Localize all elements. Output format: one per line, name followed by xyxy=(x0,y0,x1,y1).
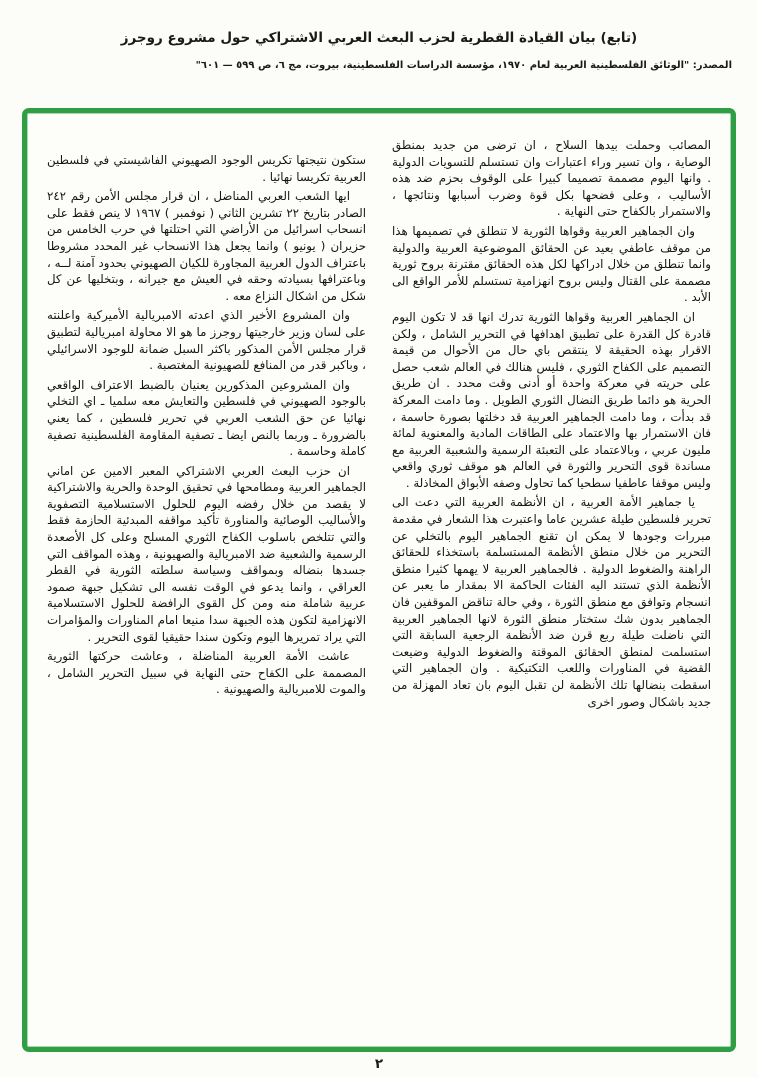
paragraph: وان الجماهير العربية وقواها الثورية لا تنطلق في تصميمها هذا من موقف عاطفي بعيد عن الحقائق الموضوعية العربية والدولية وانما تنطلق من خلال ادراكها لكل هذه الحقائق مقترنة بروح ثورية مصممة على القتال وليس بروح انهزامية تستسلم للأمر الواقع الى الأبد . xyxy=(392,223,711,305)
paragraph: يا جماهير الأمة العربية ، ان الأنظمة العربية التي دعت الى تحرير فلسطين طيلة عشرين عاما واعتبرت هذا الشعار في مقدمة مبررات وجودها لا يمكن ان تقنع الجماهير اليوم بالتخلي عن التحرير من خلال منطق الأنظمة المستسلمة باستخذاء للحقائق الراهنة والضغوط الدولية . فالجماهير العربية لا يهمها كثيرا منطق الأنظمة الذي تستند اليه الفئات الحاكمة الا بمقدار ما يعبر عن انسجام وتوافق مع منطق الثورة ، وفي حالة تناقض الموقفين فان الجماهير بدون شك ستختار منطق الثورة لانها الجماهير العربية التي ناضلت طيلة ربع قرن ضد الأنظمة الرجعية السابقة التي استسلمت لمنطق الحقائق الموقتة والضغوط الدولية وضيعت القضية في المناورات واللعب التكتيكية . وان الجماهير التي اسقطت بنضالها تلك الأنظمة لن تقبل اليوم بان تعاد المهزلة من جديد باشكال وصور اخرى xyxy=(392,495,711,709)
source-line: المصدر: "الوثائق الفلسطينية العربية لعام ١٩٧٠، مؤسسة الدراسات الفلسطينية، بيروت، مج ٦، ص ٥٩٩ — ٦٠١" xyxy=(195,60,732,71)
paragraph: عاشت الأمة العربية المناضلة ، وعاشت حركتها الثورية المصممة على الكفاح حتى النهاية في سبيل التحرير الشامل ، والموت للامبريالية والصهيونية . xyxy=(47,649,366,697)
paragraph: وان المشروع الأخير الذي اعدته الامبريالية الأميركية واعلنته على لسان وزير خارجيتها روجرز ما هو الا محاولة امبريالية لتطبيق قرار مجلس الأمن المذكور باكثر السبل ضمانة للوجود الاسرائيلي ، وباكبر قدر من المنافع للصهيونية المغتصبة . xyxy=(47,308,366,373)
paragraph: ان حزب البعث العربي الاشتراكي المعبر الامين عن اماني الجماهير العربية ومطامحها في تحقيق الوحدة والحرية والاشتراكية لا يقصد من خلال رفضه اليوم للحلول الاستسلامية التصفوية والأساليب الوصائية والمناورة تأكيد مواقفه المبدئية الحازمة فقط والتي تتلخص باسلوب الكفاح الثوري المسلح وعلى كل الأصعدة الرسمية والشعبية ضد الامبريالية والصهيونية ، وهذه المواقف التي جسدها بنضاله وبمواقف وسياسة سلطته الثورية في القطر العراقي ، وانما يدعو في الوقت نفسه الى تشكيل جبهة صمود عربية شاملة منه ومن كل القوى الرافضة للحلول الاستسلامية الانهزامية لتكون هذه الجبهة سدا منيعا امام المناورات والمؤامرات التي يراد تمريرها اليوم وتكون سندا حقيقيا لقوى التحرير . xyxy=(47,463,366,644)
paragraph: المصائب وحملت بيدها السلاح ، ان ترضى من جديد بمنطق الوصاية ، وان تسير وراء اعتبارات وان تستسلم للتسويات الدولية . وانها اليوم مصممة تصميما كبيرا على الوقوف بحزم ضد هذه الأساليب ، وعلى فضحها بكل قوة وضرب أسبابها ونتائجها ، والاستمرار بالكفاح حتى النهاية . xyxy=(392,138,711,219)
paragraph: وان المشروعين المذكورين يعنيان بالضبط الاعتراف الواقعي بالوجود الصهيوني في فلسطين والتعايش معه سلميا ـ اي التخلي نهائيا عن حق الشعب العربي في تحرير فلسطين ، كما يعني بالضرورة ـ وربما بالنص ايضا ـ تصفية المقاومة الفلسطينية تصفية كاملة وحاسمة . xyxy=(47,377,366,459)
paragraph: ايها الشعب العربي المناضل ، ان قرار مجلس الأمن رقم ٢٤٢ الصادر بتاريخ ٢٢ تشرين الثاني ( نوفمبر ) ١٩٦٧ لا ينص فقط على انسحاب اسرائيل من الأراضي التي احتلتها في حرب الخامس من حزيران ( يونيو ) وانما يجعل هذا الانسحاب غير المحدد مشروطا باعتراف الدول العربية المجاورة للكيان الصهيوني بحدود آمنة لــه ، وباعترافها بسيادته وحقه في العيش مع جيرانه ، وبتخليها عن كل شكل من اشكال النزاع معه . xyxy=(47,189,366,303)
page-number: ٢ xyxy=(374,1056,384,1072)
paragraph: ان الجماهير العربية وقواها الثورية تدرك انها قد لا تكون اليوم قادرة كل القدرة على تطبيق اهدافها في التحرير الشامل ، ولكن الاقرار بهذه الحقيقة لا ينتقص باي حال من الأحوال من قيمة التصميم على الكفاح الثوري ، فليس هنالك في العالم شعب حصل على حريته في معركة واحدة أو أدنى وقت محدد . ان طريق الحرية هو دائما طريق النضال الثوري الطويل . وما دامت المعركة قد بدأت ، وما دامت الجماهير العربية قد دخلتها بصورة حاسمة ، فان الاستمرار بها والاعتماد على الطاقات المادية والمعنوية لمائة مليون عربي ، وبالاعتماد على التعبئة الرسمية والشعبية العربية مع مساندة قوى التحرير والثورة في العالم هو موقف ثوري واقعي وليس موقفا عاطفيا سطحيا كما تحاول وصفه الأبواق المخاذلة . xyxy=(392,309,711,490)
text-column-left xyxy=(47,137,366,1031)
text-columns xyxy=(47,137,711,1031)
page-title: (تابع) بيان القيادة القطرية لحزب البعث العربي الاشتراكي حول مشروع روجرز xyxy=(120,30,638,46)
document-frame xyxy=(22,108,736,1052)
paragraph: ستكون نتيجتها تكريس الوجود الصهيوني الفاشيستي في فلسطين العربية تكريسا نهائيا . xyxy=(47,153,366,184)
text-column-right xyxy=(392,137,711,1031)
